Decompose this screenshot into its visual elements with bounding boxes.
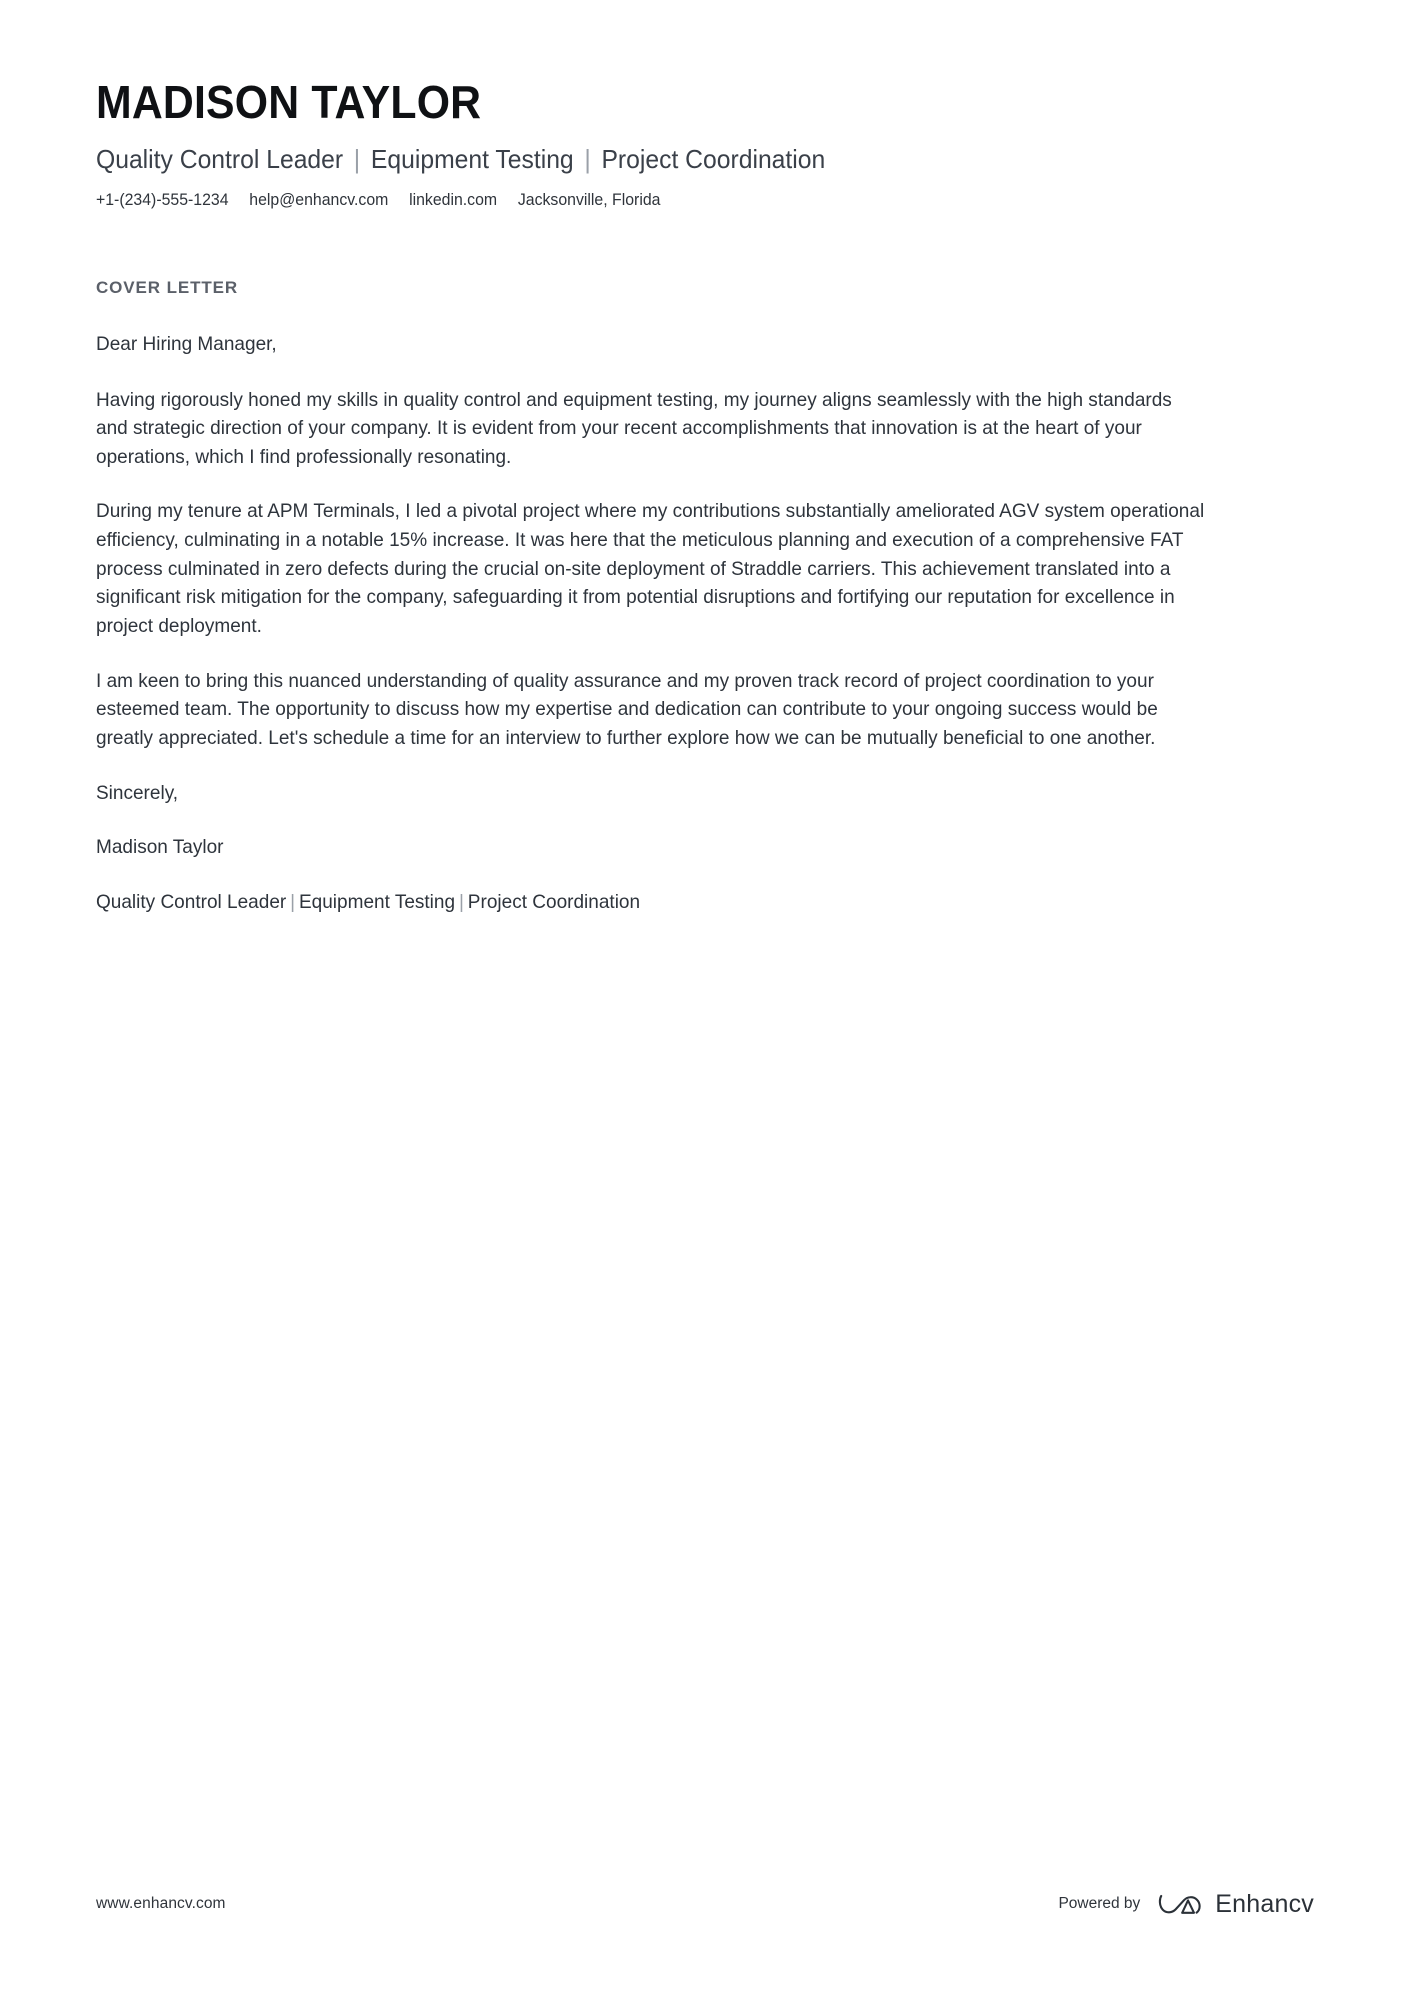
candidate-headline [96, 142, 1253, 177]
contact-location: Jacksonville, Florida [517, 190, 661, 209]
candidate-name: MADISON TAYLOR [96, 76, 482, 128]
headline-separator-1: | [353, 143, 361, 174]
contact-line [96, 189, 1265, 212]
letter-paragraph-3: I am keen to bring this nuanced understanding of quality assurance and my proven track record of project coordination to your esteemed team. The opportunity to discuss how my expertise and dedication can contribute to your ongoing success would be greatly appreciated. Let's schedule a time for an interview to further explore how we can be mutually beneficial to one another. [96, 669, 1158, 750]
enhancv-logo[interactable] [1158, 1891, 1314, 1917]
enhancv-wordmark: Enhancv [1215, 1889, 1314, 1918]
signature-role-part-3: Project Coordination [467, 891, 641, 914]
signature-role-separator-1: | [290, 891, 296, 914]
signature-role-part-2: Equipment Testing [298, 891, 456, 914]
headline-part-2: Equipment Testing [370, 143, 574, 174]
headline-part-3: Project Coordination [601, 143, 826, 174]
headline-part-1: Quality Control Leader [96, 143, 344, 174]
powered-by-label: Powered by [1058, 1895, 1141, 1912]
headline-separator-2: | [584, 143, 591, 174]
letter-body [96, 330, 1236, 917]
contact-email[interactable]: help@enhancv.com [249, 190, 389, 209]
cover-letter-section [96, 278, 1314, 917]
letter-signature-role [96, 888, 1208, 917]
contact-linkedin[interactable]: linkedin.com [409, 190, 498, 209]
signature-role-separator-2: | [458, 891, 464, 914]
document-header [96, 0, 1314, 212]
letter-salutation: Dear Hiring Manager, [96, 332, 277, 355]
letter-signoff: Sincerely, [96, 781, 179, 804]
letter-paragraph-1: Having rigorously honed my skills in quality control and equipment testing, my journey aligns seamlessly with the high standards and strategic direction of your company. It is evident from your recent accomplishments that innovation is at the heart of your operations, which I find professionally resonating. [96, 388, 1172, 468]
section-title-cover-letter: COVER LETTER [96, 277, 239, 297]
footer-website-url[interactable]: www.enhancv.com [96, 1895, 226, 1912]
document-footer [96, 1891, 1314, 1917]
footer-brand-area [1058, 1891, 1314, 1917]
letter-signature-name: Madison Taylor [96, 836, 224, 859]
document-content [96, 0, 1314, 917]
contact-phone: +1-(234)-555-1234 [96, 190, 229, 209]
signature-role-part-1: Quality Control Leader [96, 891, 287, 914]
letter-paragraph-2: During my tenure at APM Terminals, I led a pivotal project where my contributions substantially ameliorated AGV system operational efficiency, culminating in a notable 15% increase. It was here that the meticulous planning and execution of a comprehensive FAT process culminated in zero defects during the crucial on-site deployment of Straddle carriers. This achievement translated into a significant risk mitigation for the company, safeguarding it from potential disruptions and fortifying our reputation for excellence in project deployment. [96, 500, 1205, 638]
enhancv-infinity-icon [1158, 1891, 1204, 1917]
